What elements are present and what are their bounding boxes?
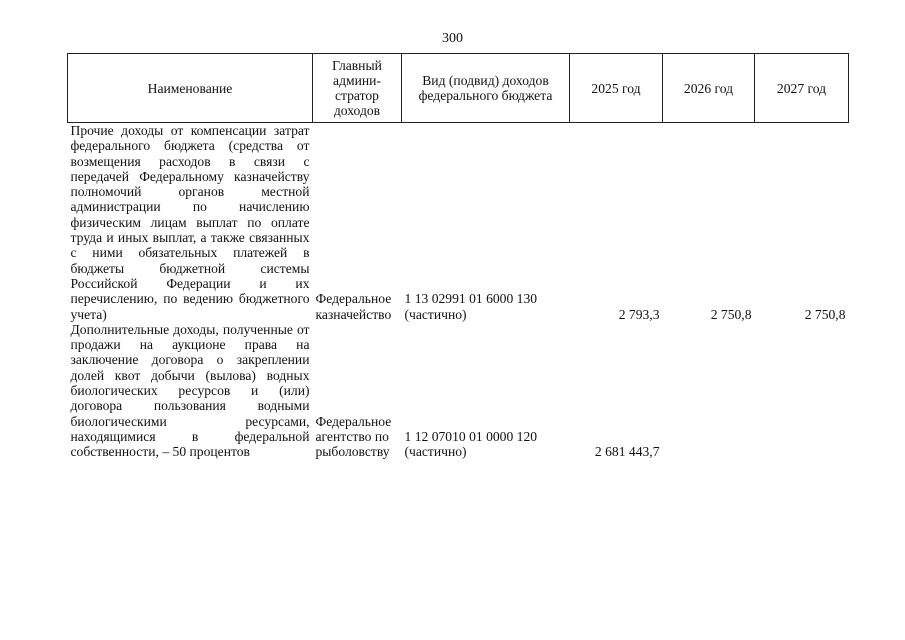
page-number: 300 [442,31,463,46]
row-admin: Федеральное казначейство [315,291,392,322]
header-name: Наименование [68,54,313,123]
row-value-2026 [663,322,755,460]
row-value-2026: 2 750,8 [710,306,752,322]
header-2027: 2027 год [755,54,849,123]
row-value-2025: 2 793,3 [618,306,660,322]
row-name: Прочие доходы от компенсации затрат федерального бюджета (средства от возмещения расходов в связи с передачей Федеральному казначейству полномочий органов местной администрации по начислению физическим лицам выплат по оплате труда и иных выплат, а также связанных с ними обязательных платежей в бюджеты бюджетной системы Российской Федерации и их перечислению, по ведению бюджетного учета) [70,123,310,322]
revenue-table [67,53,849,460]
header-code: Вид (подвид) доходов федерального бюджета [402,54,570,123]
row-admin: Федеральное агентство по рыболовству [315,413,392,460]
row-code: 1 13 02991 01 6000 130 (частично) [404,291,538,322]
header-2026: 2026 год [663,54,755,123]
row-code: 1 12 07010 01 0000 120 (частично) [404,428,538,460]
header-2025: 2025 год [570,54,663,123]
table-row [68,123,849,322]
row-value-2027 [755,322,849,460]
table-header-row [68,54,849,123]
row-value-2027: 2 750,8 [804,306,846,322]
row-name: Дополнительные доходы, полученные от продажи на аукционе права на заключение договора о закреплении долей квот добычи (вылова) водных биологических ресурсов и (или) договора пользования водными биологическими ресурсами, находящимися в федеральной собственности, – 50 процентов [70,321,310,460]
row-value-2025: 2 681 443,7 [594,444,660,460]
header-admin: Главный админи-стратор доходов [313,54,402,123]
table-row [68,322,849,460]
